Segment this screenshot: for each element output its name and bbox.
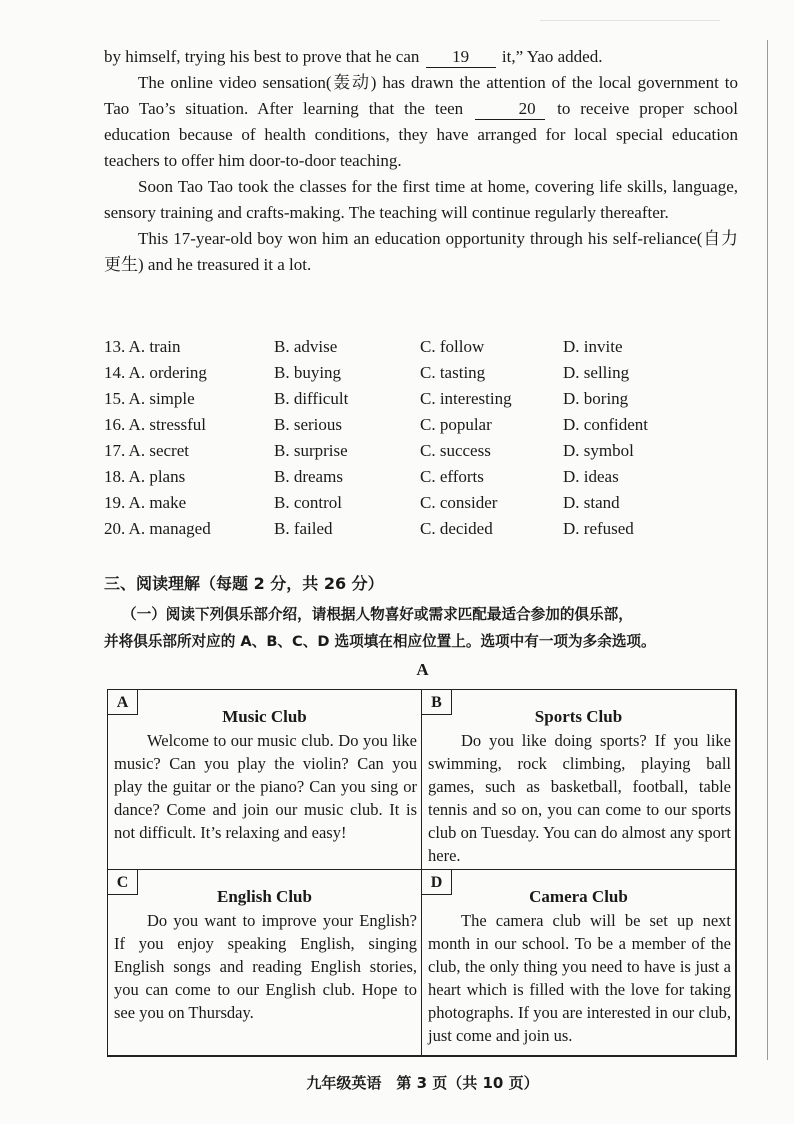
option-a: 15. A. simple — [104, 389, 195, 408]
option-c: C. popular — [420, 415, 492, 434]
club-description: Do you want to improve your English? If you enjoy speaking English, singing English songs and reading English stories, you can come to our English club. Hope to see you on Thursday. — [114, 911, 417, 1022]
option-d: D. boring — [563, 389, 629, 408]
club-letter: B — [422, 690, 452, 715]
option-d: D. refused — [563, 519, 634, 538]
option-b: B. serious — [274, 415, 342, 434]
passage-paragraph-3: Soon Tao Tao took the classes for the first time at home, covering life skills, language, sensory training and crafts-making. The teaching will continue regularly thereafter. — [104, 177, 738, 222]
club-title: Music Club — [222, 707, 307, 726]
blank-19: 19 — [426, 47, 496, 68]
option-b: B. surprise — [274, 441, 348, 460]
section-instruction — [104, 601, 744, 655]
club-description: Welcome to our music club. Do you like music? Can you play the violin? Can you play the guitar or the piano? Can you sing or dance? Come and join our music club. It is not difficult. It’s relaxing and easy! — [114, 731, 417, 842]
option-c: C. interesting — [420, 389, 512, 408]
option-row-18 — [104, 464, 744, 490]
option-d: D. stand — [563, 493, 620, 512]
option-b: B. failed — [274, 519, 333, 538]
option-row-13 — [104, 334, 744, 360]
option-row-20 — [104, 516, 744, 542]
club-cell-d — [421, 869, 736, 1056]
part-label: A — [416, 660, 429, 679]
option-a: 17. A. secret — [104, 441, 189, 460]
club-title: English Club — [217, 887, 312, 906]
option-d: D. invite — [563, 337, 623, 356]
option-d: D. selling — [563, 363, 630, 382]
club-title: Sports Club — [534, 707, 623, 726]
club-description: Do you like doing sports? If you like swimming, rock climbing, playing ball games, such as basketball, football, table tennis and so on, you can come to our sports club on Tuesday. You can do almost any sport here. — [428, 731, 731, 865]
option-d: D. ideas — [563, 467, 619, 486]
club-cell-c — [107, 869, 422, 1056]
option-a: 20. A. managed — [104, 519, 211, 538]
option-c: C. decided — [420, 519, 493, 538]
section-heading: 三、阅读理解（每题 2 分，共 26 分） — [104, 574, 384, 593]
option-a: 13. A. train — [104, 337, 181, 356]
instruction-line-1: （一）阅读下列俱乐部介绍，请根据人物喜好或需求匹配最适合参加的俱乐部， — [122, 606, 633, 623]
option-row-16 — [104, 412, 744, 438]
option-c: C. success — [420, 441, 491, 460]
option-b: B. buying — [274, 363, 342, 382]
option-a: 19. A. make — [104, 493, 187, 512]
option-b: B. dreams — [274, 467, 343, 486]
option-c: C. follow — [420, 337, 485, 356]
scan-artifact-line — [540, 20, 720, 21]
page-footer: 九年级英语 第 3 页（共 10 页） — [306, 1074, 539, 1092]
option-a: 16. A. stressful — [104, 415, 206, 434]
option-c: C. efforts — [420, 467, 484, 486]
instruction-line-2: 并将俱乐部所对应的 A、B、C、D 选项填在相应位置上。选项中有一项为多余选项。 — [104, 633, 656, 650]
club-letter: D — [422, 870, 452, 895]
passage-paragraph-2: The online video sensation(轰动) has drawn the attention of the local government to Tao Tao’s situation. After learning that the teen 20 to receive proper school education because of health conditions, they have arranged for local special education teachers to offer him door-to-door teaching. — [104, 73, 738, 170]
club-title: Camera Club — [529, 887, 628, 906]
option-d: D. symbol — [563, 441, 634, 460]
option-row-17 — [104, 438, 744, 464]
answer-options — [104, 334, 744, 542]
club-description: The camera club will be set up next month in our school. To be a member of the club, the only thing you need to have is just a heart which is filled with the love for taking photographs. If you are interested in our club, just come and join us. — [428, 911, 731, 1045]
option-b: B. difficult — [274, 389, 349, 408]
option-c: C. tasting — [420, 363, 486, 382]
option-c: C. consider — [420, 493, 498, 512]
option-b: B. control — [274, 493, 342, 512]
option-a: 14. A. ordering — [104, 363, 207, 382]
club-cell-b — [421, 689, 736, 870]
passage-paragraph-4: This 17-year-old boy won him an education opportunity through his self-reliance(自力更生) and he treasured it a lot. — [104, 229, 738, 274]
club-letter: C — [108, 870, 138, 895]
option-b: B. advise — [274, 337, 338, 356]
passage-line-1: by himself, trying his best to prove that he can 19 it,” Yao added. — [104, 47, 603, 66]
binding-margin-line — [767, 40, 768, 1060]
club-letter: A — [108, 690, 138, 715]
option-row-15 — [104, 386, 744, 412]
blank-20: 20 — [475, 99, 545, 120]
club-cell-a — [107, 689, 422, 870]
option-row-14 — [104, 360, 744, 386]
option-d: D. confident — [563, 415, 648, 434]
club-table — [107, 689, 737, 1057]
option-a: 18. A. plans — [104, 467, 186, 486]
option-row-19 — [104, 490, 744, 516]
cloze-passage — [104, 44, 738, 278]
